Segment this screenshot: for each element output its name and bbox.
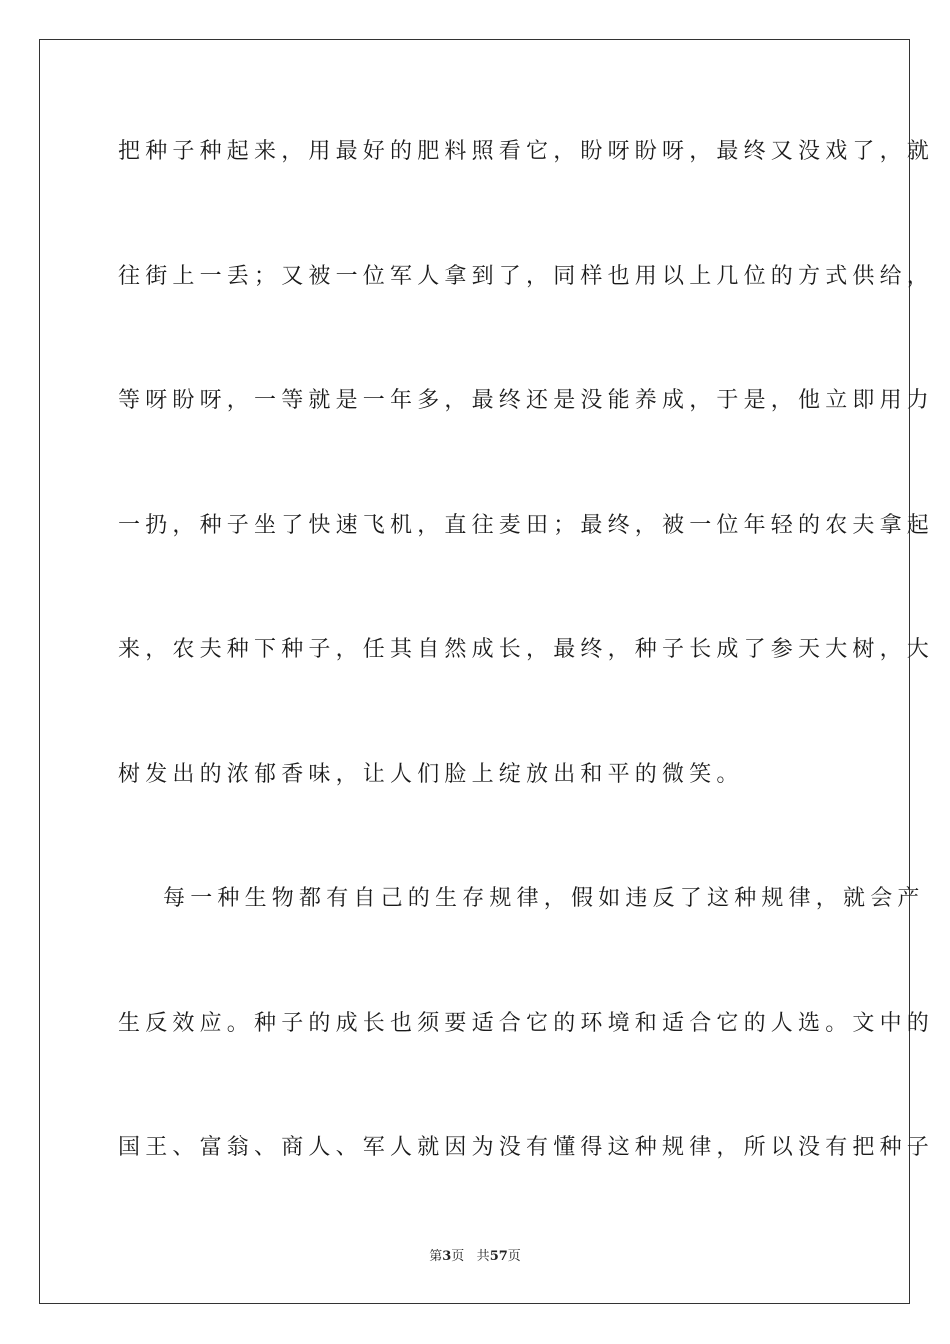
footer-page-number: 3 <box>442 1249 452 1264</box>
text-line-9: 国王、富翁、商人、军人就因为没有懂得这种规律，所以没有把种子 <box>118 1135 935 1160</box>
text-line-6: 树发出的浓郁香味，让人们脸上绽放出和平的微笑。 <box>118 762 744 787</box>
text-line-8: 生反效应。种子的成长也须要适合它的环境和适合它的人选。文中的 <box>118 1011 935 1036</box>
text-line-7: 每一种生物都有自己的生存规律，假如违反了这种规律，就会产 <box>163 886 925 911</box>
footer-total-pages: 57 <box>489 1249 508 1264</box>
page-border <box>39 39 935 1304</box>
text-line-4: 一扔，种子坐了快速飞机，直往麦田；最终，被一位年轻的农夫拿起 <box>118 513 935 538</box>
footer-page-suffix: 页 <box>451 1249 465 1264</box>
footer-page-prefix: 第 <box>429 1249 443 1264</box>
text-line-3: 等呀盼呀，一等就是一年多，最终还是没能养成，于是，他立即用力 <box>118 388 935 413</box>
text-line-1: 把种子种起来，用最好的肥料照看它，盼呀盼呀，最终又没戏了，就 <box>118 139 935 164</box>
footer-total-prefix: 共 <box>476 1249 490 1264</box>
page-footer <box>0 1249 950 1265</box>
footer-total-suffix: 页 <box>507 1249 521 1264</box>
text-line-5: 来，农夫种下种子，任其自然成长，最终，种子长成了参天大树，大 <box>118 637 935 662</box>
text-line-2: 往街上一丢；又被一位军人拿到了，同样也用以上几位的方式供给， <box>118 264 935 289</box>
